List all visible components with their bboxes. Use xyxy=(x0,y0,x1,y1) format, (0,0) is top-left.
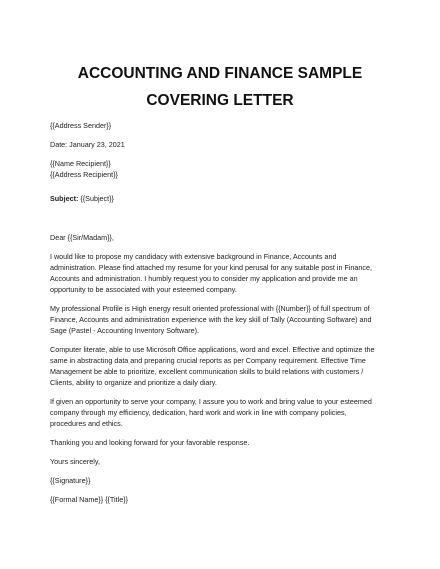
closing: Yours sincerely, xyxy=(50,457,100,466)
paragraph-line: Management be able to prioritize, excellent communication skills to build relations with customers / xyxy=(50,367,364,376)
address-recipient: {{Address Recipient}} xyxy=(50,170,118,179)
paragraph-line: procedures and ethics. xyxy=(50,419,123,428)
paragraph-line: I would like to propose my candidacy with extensive background in Finance, Accounts and xyxy=(50,252,337,261)
subject-label: Subject: xyxy=(50,194,79,203)
paragraph-line: If given an opportunity to serve your company, I assure you to work and bring value to your esteemed xyxy=(50,397,372,406)
paragraph-line: My professional Profile is High energy result oriented professional with {{Number}} of full spectrum of xyxy=(50,304,370,313)
paragraph-line: Computer literate, able to use Microsoft Office applications, word and excel. Effective and optimize the xyxy=(50,345,375,354)
paragraph-3 xyxy=(50,344,395,388)
title-line-2: COVERING LETTER xyxy=(146,92,294,109)
letter-date: Date: January 23, 2021 xyxy=(50,140,125,149)
paragraph-line: same in abstracting data and preparing crucial reports as per Company requirement. Effective Time xyxy=(50,356,366,365)
paragraph-line: opportunity to be associated with your esteemed company. xyxy=(50,285,237,294)
address-sender: {{Address Sender}} xyxy=(50,121,112,130)
paragraph-5: Thanking you and looking forward for your favorable response. xyxy=(50,438,250,447)
paragraph-line: Clients, ability to organize and prioritize a daily diary. xyxy=(50,378,217,387)
subject-value: {{Subject}} xyxy=(78,194,114,203)
document-title xyxy=(0,60,440,114)
letter-body xyxy=(50,120,395,505)
paragraph-line: Accounts and administration. I humbly request you to consider my application and provide me an xyxy=(50,274,358,283)
paragraph-1 xyxy=(50,251,395,295)
salutation: Dear {{Sir/Madam}}, xyxy=(50,233,114,242)
name-recipient: {{Name Recipient}} xyxy=(50,159,111,168)
paragraph-2 xyxy=(50,303,395,336)
title-line-1: ACCOUNTING AND FINANCE SAMPLE xyxy=(77,65,363,82)
subject-line xyxy=(50,193,395,204)
paragraph-line: Sage (Pastel - Accounting Inventory Software). xyxy=(50,326,200,335)
paragraph-line: Finance, Accounts and administration experience with the key skill of Tally (Accounting Software) and xyxy=(50,315,372,324)
formal-name-title: {{Formal Name}} {{Title}} xyxy=(50,495,129,504)
paragraph-line: administration. Please find attached my resume for your kind perusal for any suitable post in Finance, xyxy=(50,263,373,272)
signature: {{Signature}} xyxy=(50,476,91,485)
paragraph-4 xyxy=(50,396,395,429)
paragraph-line: company through my efficiency, dedication, hard work and work in line with company policies, xyxy=(50,408,347,417)
